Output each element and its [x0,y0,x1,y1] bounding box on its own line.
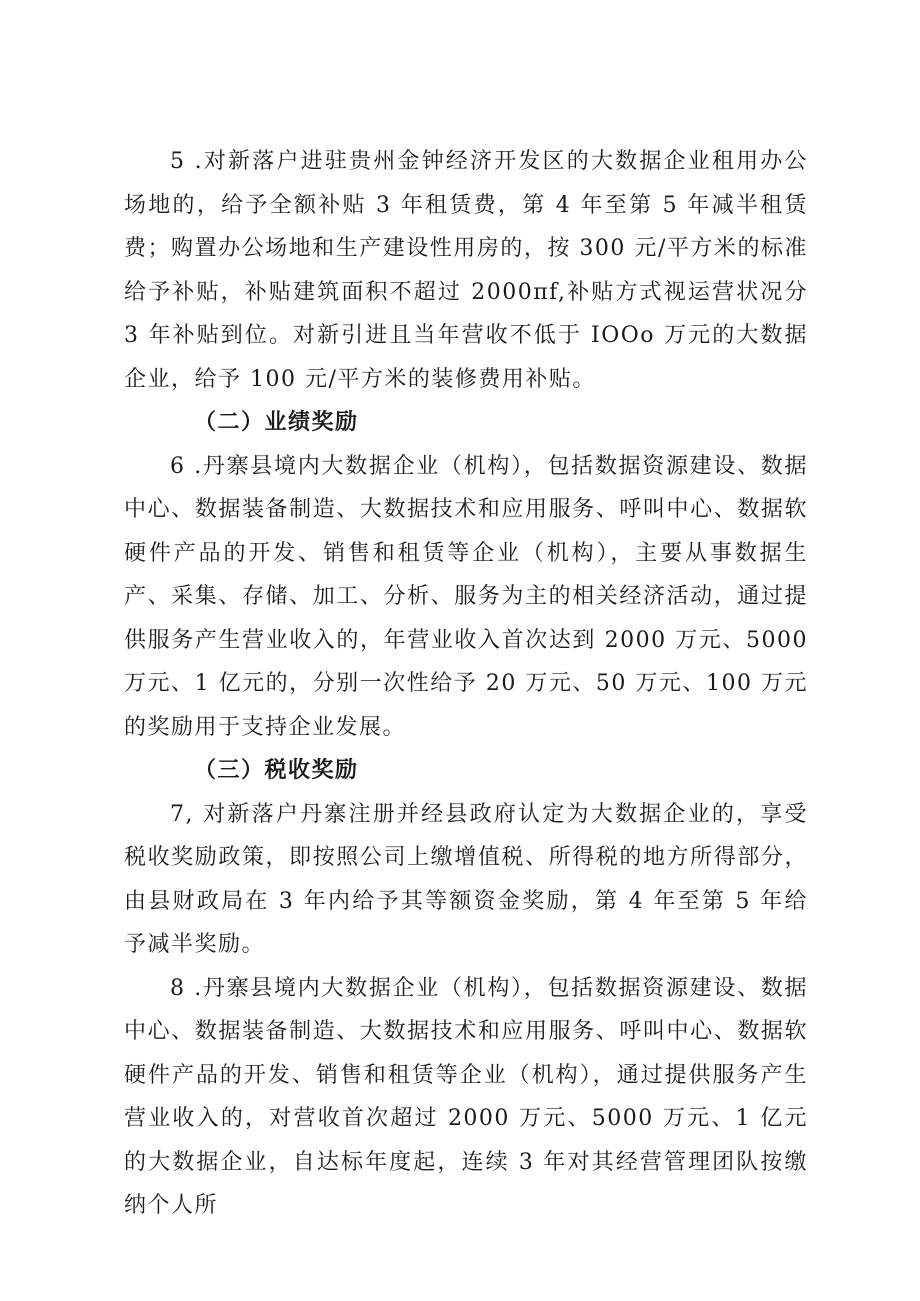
paragraph-7-tax-incentive: 7, 对新落户丹寨注册并经县政府认定为大数据企业的，享受税收奖励政策，即按照公司上缴增值税、所得税的地方所得部分，由县财政局在 3 年内给予其等额资金奖励，第 4 年至第 5 年给予减半奖励。 [124,801,808,957]
section-heading-tax-reward: （三）税收奖励 [194,757,359,783]
section-heading-performance-reward: （二）业绩奖励 [194,409,359,435]
paragraph-6-revenue-reward: 6 .丹寨县境内大数据企业（机构），包括数据资源建设、数据中心、数据装备制造、大数据技术和应用服务、呼叫中心、数据软硬件产品的开发、销售和租赁等企业（机构），主要从事数据生产、采集、存储、加工、分析、服务为主的相关经济活动，通过提供服务产生营业收入的，年营业收入首次达到 2000 万元、5000 万元、1 亿元的，分别一次性给予 20 万元、50 万元、100 万元的奖励用于支持企业发展。 [124,453,808,740]
document-body [124,140,808,1228]
paragraph-8-management-team-reward: 8 .丹寨县境内大数据企业（机构），包括数据资源建设、数据中心、数据装备制造、大数据技术和应用服务、呼叫中心、数据软硬件产品的开发、销售和租赁等企业（机构），通过提供服务产生营业收入的，对营收首次超过 2000 万元、5000 万元、1 亿元的大数据企业，自达标年度起，连续 3 年对其经营管理团队按缴纳个人所 [124,975,808,1218]
paragraph-5-office-subsidy: 5 .对新落户进驻贵州金钟经济开发区的大数据企业租用办公场地的，给予全额补贴 3 年租赁费，第 4 年至第 5 年减半租赁费；购置办公场地和生产建设性用房的，按 300 元/平方米的标准给予补贴，补贴建筑面积不超过 2000πf,补贴方式视运营状况分 3 年补贴到位。对新引进且当年营收不低于 IOOo 万元的大数据企业，给予 100 元/平方米的装修费用补贴。 [124,149,808,392]
